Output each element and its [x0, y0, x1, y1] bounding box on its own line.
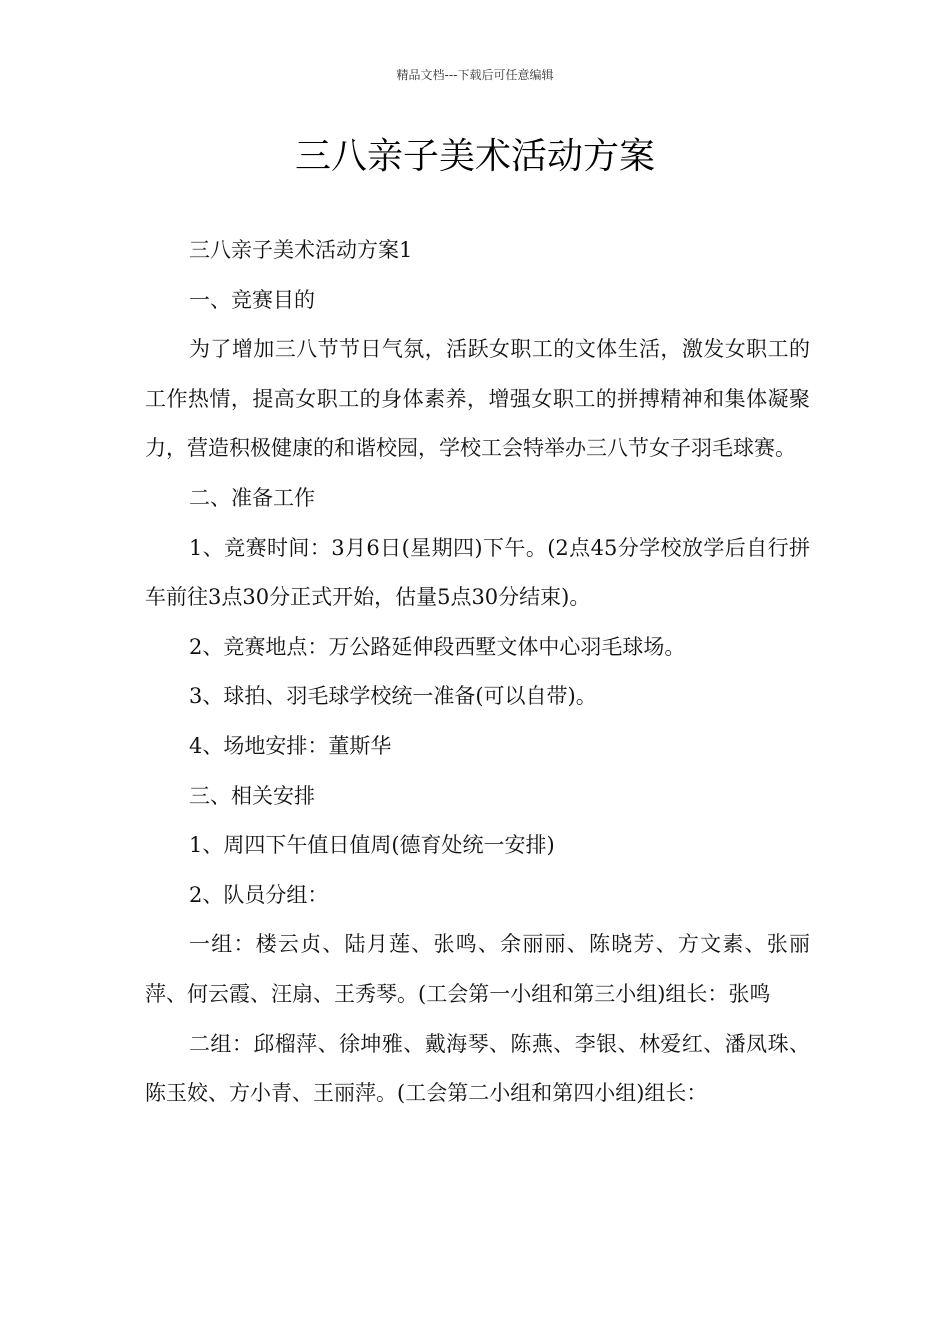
- duty-paragraph: 1、周四下午值日值周(德育处统一安排): [189, 833, 555, 858]
- section-heading-preparation: 二、准备工作: [189, 485, 315, 510]
- group-two-paragraph: 二组：邱榴萍、徐坤雅、戴海琴、陈燕、李银、林爱红、潘凤珠、陈玉姣、方小青、王丽萍。(工会第二小组和第四小组)组长：: [145, 1031, 810, 1106]
- header-note: 精品文档---下载后可任意编辑: [396, 68, 554, 82]
- section-heading-goal: 一、竞赛目的: [189, 287, 315, 312]
- goal-paragraph: 为了增加三八节节日气氛，活跃女职工的文体生活，激发女职工的工作热情，提高女职工的身体素养，增强女职工的拼搏精神和集体凝聚力，营造积极健康的和谐校园，学校工会特举办三八节女子羽毛球赛。: [145, 337, 810, 461]
- location-paragraph: 2、竞赛地点：万公路延伸段西墅文体中心羽毛球场。: [189, 634, 686, 659]
- section-heading-arrangements: 三、相关安排: [189, 783, 315, 808]
- time-paragraph: 1、竞赛时间：3月6日(星期四)下午。(2点45分学校放学后自行拼车前往3点30分正式开始，估量5点30分结束)。: [145, 535, 810, 610]
- equipment-paragraph: 3、球拍、羽毛球学校统一准备(可以自带)。: [189, 684, 597, 709]
- subtitle-paragraph: 三八亲子美术活动方案1: [189, 238, 413, 262]
- document-body: [145, 226, 810, 1119]
- grouping-paragraph: 2、队员分组：: [189, 882, 329, 907]
- document-title: 三八亲子美术活动方案: [294, 136, 655, 177]
- group-one-paragraph: 一组：楼云贞、陆月莲、张鸣、余丽丽、陈晓芳、方文素、张丽萍、何云霞、汪扇、王秀琴。(工会第一小组和第三小组)组长：张鸣: [145, 932, 810, 1006]
- venue-arrangement-paragraph: 4、场地安排：董斯华: [189, 733, 392, 758]
